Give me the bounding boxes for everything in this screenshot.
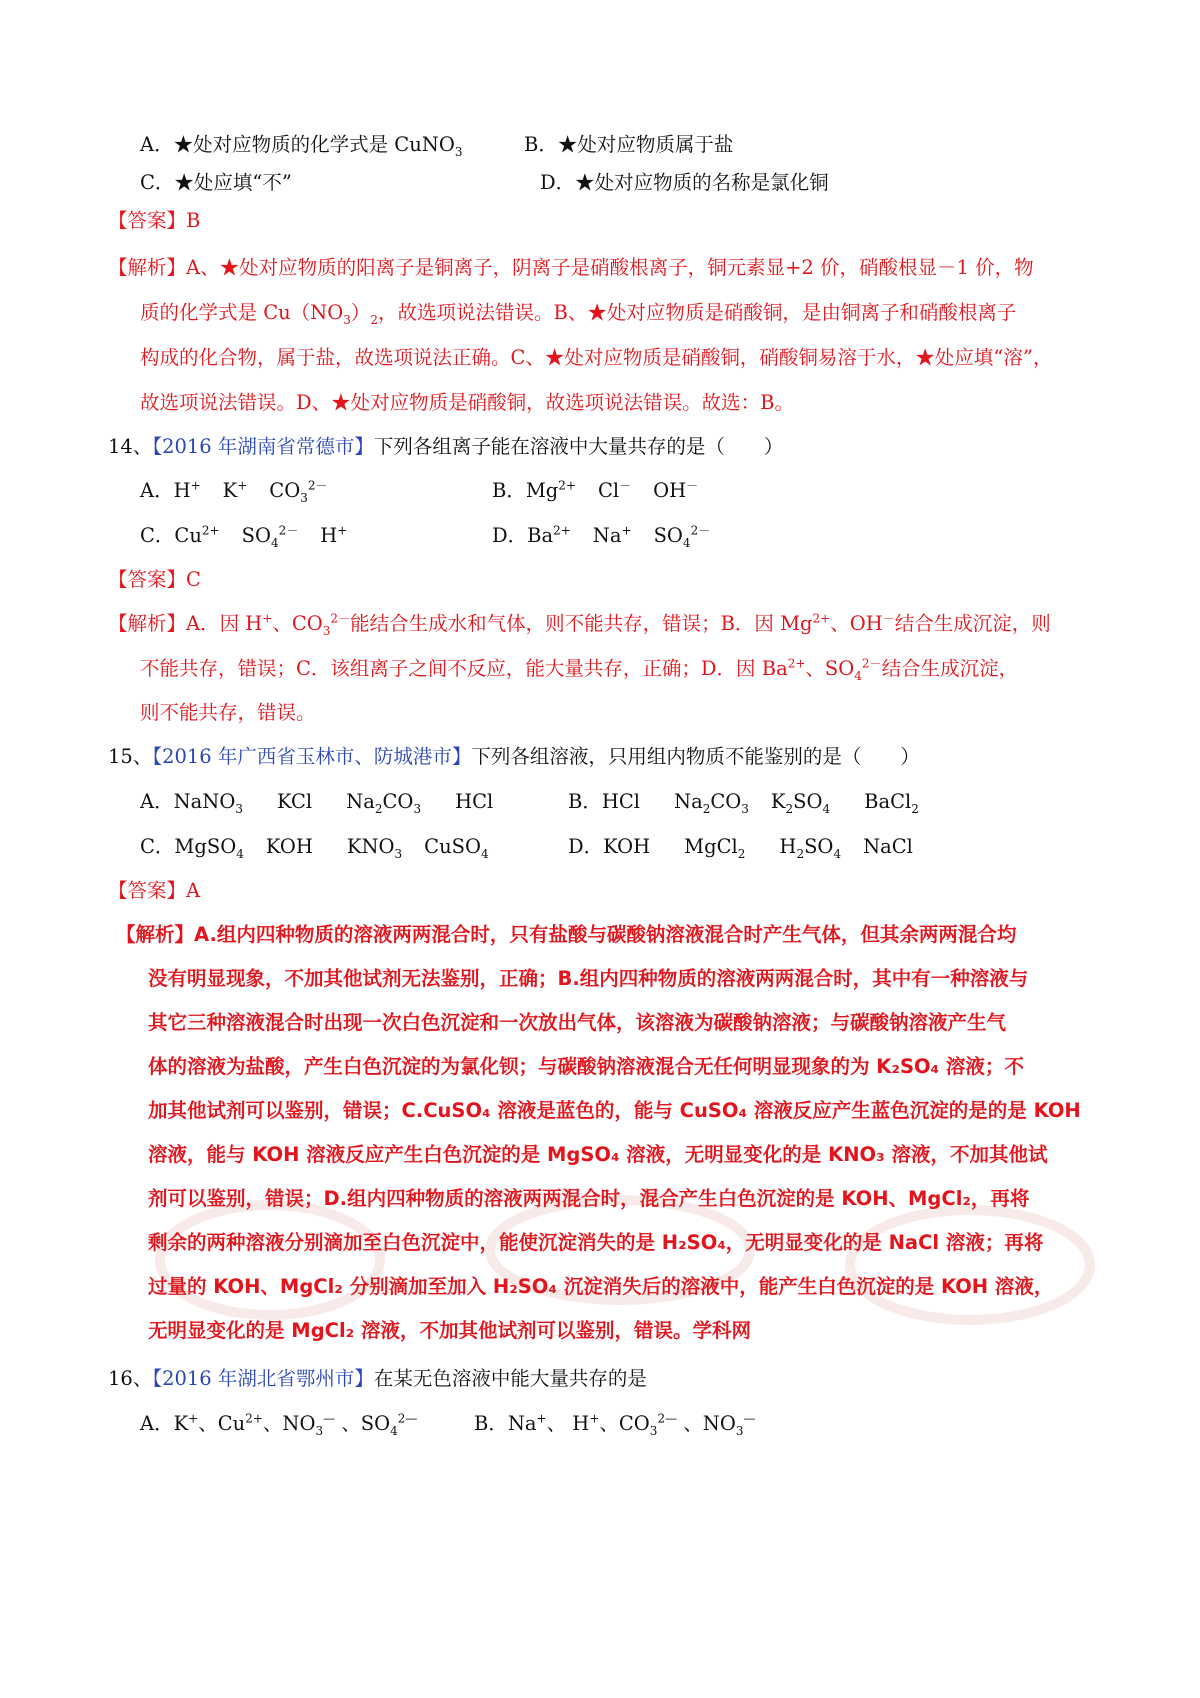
q14-analysis-line: 【解析】A．因 H+、$CO_3^{2-}$能结合生成水和气体，则不能共存，错误；B．因 $Mg^{2+}$、OH－结合生成沉淀，则 — [108, 611, 1051, 638]
q16-option-b: B．Na+、 H+、$CO_3^{2—}$ 、$NO_3^—$ — [474, 1411, 756, 1438]
q13-option-d: D．★处对应物质的名称是氯化铜 — [540, 171, 829, 194]
q16-stem: 16、【2016 年湖北省鄂州市】在某无色溶液中能大量共存的是 — [108, 1367, 647, 1390]
q13-analysis-line: 质的化学式是 $Cu(NO_3)_2$，故选项说法错误。B、★处对应物质是硝酸铜，是由铜离子和硝酸根离子 — [140, 301, 1017, 327]
q15-option-c: C．MgSO$_4$ KOH $KNO_3$ CuSO$_4$ — [140, 835, 489, 861]
q13-analysis-line: 构成的化合物，属于盐，故选项说法正确。C、★处对应物质是硝酸铜，硝酸铜易溶于水，★处应填“溶”， — [140, 346, 1053, 369]
q15-answer: 【答案】A — [108, 879, 201, 902]
q15-analysis-line: 体的溶液为盐酸，产生白色沉淀的为氯化钡；与碳酸钠溶液混合无任何明显现象的为 K₂SO₄ 溶液；不 — [148, 1055, 1024, 1078]
q15-analysis-line: 剩余的两种溶液分别滴加至白色沉淀中，能使沉淀消失的是 H₂SO₄，无明显变化的是 NaCl 溶液；再将 — [148, 1231, 1044, 1254]
q15-analysis-line: 加其他试剂可以鉴别，错误；C.CuSO₄ 溶液是蓝色的，能与 CuSO₄ 溶液反应产生蓝色沉淀的是的是 KOH — [148, 1099, 1081, 1122]
q16-option-a: A．K+、$Cu^{2+}$、$NO_3^—$ 、$SO_4^{2—}$ — [140, 1411, 418, 1438]
q15-option-d: D．KOH MgCl$_2$ $H_2SO_4$ NaCl — [568, 835, 913, 861]
q15-option-b: B．HCl $Na_2CO_3$ $K_2SO_4$ BaCl$_2$ — [568, 790, 919, 816]
q13-option-c: C．★处应填“不” — [140, 171, 292, 194]
q15-stem: 15、【2016 年广西省玉林市、防城港市】下列各组溶液，只用组内物质不能鉴别的是（ ） — [108, 745, 920, 768]
q14-analysis-line: 则不能共存，错误。 — [140, 701, 316, 724]
q14-stem: 14、【2016 年湖南省常德市】下列各组离子能在溶液中大量共存的是（ ） — [108, 435, 784, 458]
q14-option-c: C．$Cu^{2+}$ $SO_4^{2-}$ H+ — [140, 523, 348, 550]
q14-option-a: A．H+ K+ $CO_3^{2-}$ — [140, 478, 328, 505]
q14-option-b: B．$Mg^{2+}$ Cl－ OH－ — [492, 478, 699, 502]
q13-option-a: A．★处对应物质的化学式是 CuNO$_3$ — [140, 133, 463, 159]
q14-analysis-line: 不能共存，错误；C．该组离子之间不反应，能大量共存，正确；D．因 $Ba^{2+}$、$SO_4^{2-}$结合生成沉淀， — [140, 656, 1019, 683]
q15-option-a: A．NaNO$_3$ KCl $Na_2CO_3$ HCl — [140, 790, 494, 816]
q13-analysis-line: 故选项说法错误。D、★处对应物质是硝酸铜，故选项说法错误。故选：B。 — [140, 391, 794, 414]
q15-analysis-line: 剂可以鉴别，错误；D.组内四种物质的溶液两两混合时，混合产生白色沉淀的是 KOH、MgCl₂，再将 — [148, 1187, 1030, 1210]
q15-analysis-line: 没有明显现象，不加其他试剂无法鉴别，正确；B.组内四种物质的溶液两两混合时，其中有一种溶液与 — [148, 967, 1029, 990]
q13-answer: 【答案】B — [108, 209, 201, 232]
q13-option-b: B．★处对应物质属于盐 — [524, 133, 734, 156]
q14-option-d: D．$Ba^{2+}$ Na+ $SO_4^{2-}$ — [492, 523, 711, 550]
q14-answer: 【答案】C — [108, 568, 201, 591]
q15-analysis-line: 【解析】A.组内四种物质的溶液两两混合时，只有盐酸与碳酸钠溶液混合时产生气体，但其余两两混合均 — [116, 923, 1017, 946]
q15-analysis-line: 溶液，能与 KOH 溶液反应产生白色沉淀的是 MgSO₄ 溶液，无明显变化的是 KNO₃ 溶液，不加其他试 — [148, 1143, 1048, 1166]
q13-analysis-line: 【解析】A、★处对应物质的阳离子是铜离子，阴离子是硝酸根离子，铜元素显+2 价，硝酸根显－1 价，物 — [108, 256, 1034, 279]
q15-analysis-line: 无明显变化的是 MgCl₂ 溶液，不加其他试剂可以鉴别，错误。学科网 — [148, 1319, 751, 1342]
q15-analysis-line: 过量的 KOH、MgCl₂ 分别滴加至加入 H₂SO₄ 沉淀消失后的溶液中，能产生白色沉淀的是 KOH 溶液， — [148, 1275, 1054, 1298]
q15-analysis-line: 其它三种溶液混合时出现一次白色沉淀和一次放出气体，该溶液为碳酸钠溶液；与碳酸钠溶液产生气 — [148, 1011, 1007, 1034]
